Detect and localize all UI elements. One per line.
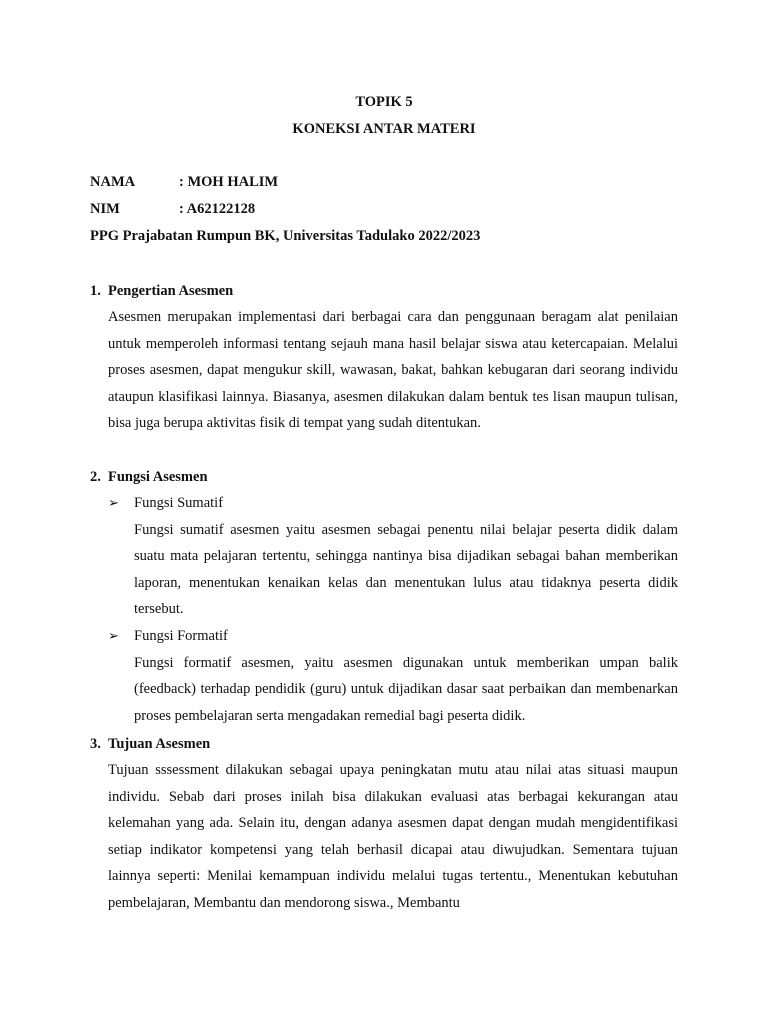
topic-label: TOPIK 5 — [355, 94, 413, 110]
subsection-title: Fungsi Formatif — [134, 627, 228, 644]
arrow-bullet-icon: ➢ — [108, 628, 119, 644]
subsection-paragraph: Fungsi sumatif asesmen yaitu asesmen sebagai penentu nilai belajar peserta didik dalam suatu mata pelajaran tertentu, sehingga nantinya bisa dijadikan sebagai bahan memberikan laporan, menentukan kenaikan kelas dan menentukan lulus atau tidaknya peserta didik tersebut. — [134, 521, 678, 618]
section-paragraph: Tujuan sssessment dilakukan sebagai upaya peningkatan mutu atau nilai atas situasi maupun individu. Sebab dari proses inilah bisa dilakukan evaluasi atas berbagai kekurangan atau kelemahan yang ada. Selain itu, dengan adanya asesmen dapat dengan mudah mengidentifikasi setiap indikator kompetensi yang telah berhasil dicapai atau diwujudkan. Sementara tujuan lainnya seperti: Menilai kemampuan individu melalui tugas tertentu., Menentukan kebutuhan pembelajaran, Membantu dan mendorong siswa., Membantu — [108, 762, 678, 911]
section-heading — [90, 731, 678, 757]
section-fungsi — [90, 464, 678, 729]
name-label: NAMA — [90, 174, 136, 190]
name-row — [90, 174, 278, 191]
section-title: Fungsi Asesmen — [108, 469, 208, 485]
arrow-bullet-icon: ➢ — [108, 496, 119, 511]
name-value: : MOH HALIM — [179, 174, 279, 190]
section-title: Pengertian Asesmen — [108, 283, 234, 299]
section-paragraph: Asesmen merupakan implementasi dari berbagai cara dan penggunaan beragam alat penilaian untuk memperoleh informasi tentang sejauh mana hasil belajar siswa atau ketercapaian. Melalui proses asesmen, dapat mengukur skill, wawasan, bakat, bahkan kebugaran dari seorang individu ataupun klasifikasi lainnya. Biasanya, asesmen dilakukan dalam bentuk tes lisan maupun tulisan, bisa juga berupa aktivitas fisik di tempat yang sudah ditentukan. — [108, 309, 678, 432]
document-title: KONEKSI ANTAR MATERI — [292, 121, 476, 137]
section-heading — [90, 464, 678, 490]
section-pengertian — [90, 278, 678, 437]
nim-label: NIM — [90, 201, 120, 217]
subsection-heading — [108, 490, 678, 517]
subsection-title: Fungsi Sumatif — [134, 495, 224, 511]
subsection-sumatif — [108, 490, 678, 623]
subsection-formatif — [108, 623, 678, 729]
nim-row — [90, 201, 255, 218]
section-number: 2. — [90, 469, 101, 485]
subsection-paragraph: Fungsi formatif asesmen, yaitu asesmen digunakan untuk memberikan umpan balik (feedback) terhadap pendidik (guru) untuk dijadikan dasar saat perbaikan dan membenarkan proses pembelajaran serta mengadakan remedial bagi peserta didik. — [134, 654, 678, 724]
section-number: 1. — [90, 283, 101, 299]
section-title: Tujuan Asesmen — [108, 736, 211, 752]
nim-value: : A62122128 — [179, 201, 256, 217]
section-number: 3. — [90, 736, 101, 752]
program-line: PPG Prajabatan Rumpun BK, Universitas Tadulako 2022/2023 — [90, 228, 481, 244]
section-heading — [90, 278, 678, 304]
subsection-heading — [108, 623, 678, 650]
section-tujuan — [90, 731, 678, 917]
